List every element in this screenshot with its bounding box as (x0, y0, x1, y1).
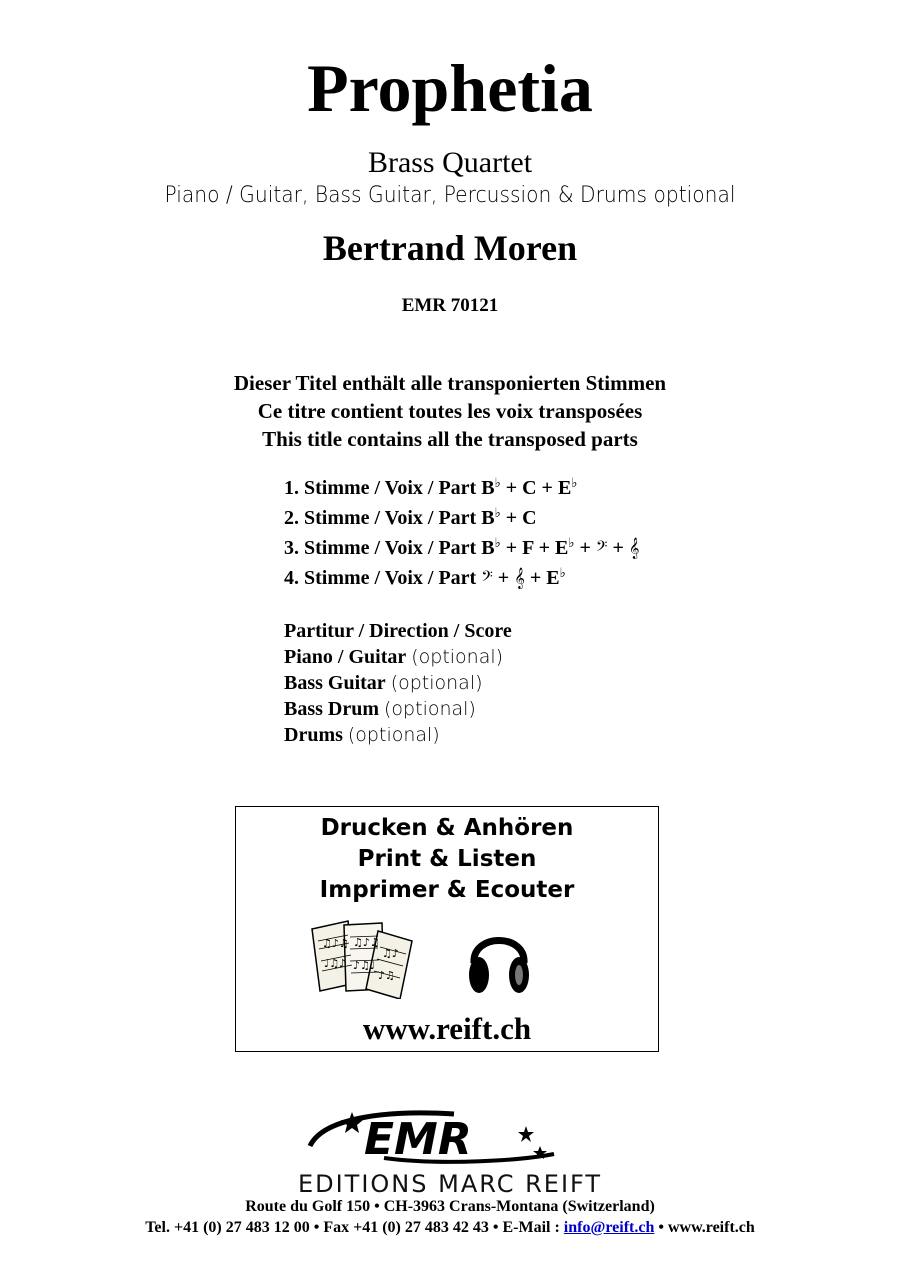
part-keys: B♭ + C + E♭ (481, 476, 578, 499)
sheet-music-icon (308, 919, 420, 999)
treble-clef-icon: 𝄞 (628, 538, 640, 559)
instrumentation: Piano / Guitar, Bass Guitar, Percussion & Drums optional (164, 183, 736, 208)
subtitle: Brass Quartet (367, 146, 533, 179)
website-text[interactable]: • www.reift.ch (654, 1219, 755, 1236)
headphones-icon (466, 919, 532, 999)
promo-line-german: Drucken & Anhören (320, 815, 574, 841)
part-label: 1. Stimme / Voix / Part (284, 477, 477, 499)
svg-text:♫♪♫: ♫♪♫ (353, 936, 380, 949)
svg-text:EMR: EMR (364, 1114, 472, 1165)
list-item: Partitur / Direction / Score (284, 620, 512, 642)
svg-text:♪♫: ♪♫ (378, 969, 395, 982)
bass-clef-icon: 𝄢 (481, 568, 493, 589)
part-label: 2. Stimme / Voix / Part (284, 507, 477, 529)
website-link[interactable]: www.reift.ch (362, 1011, 532, 1046)
part-keys: B♭ + C (481, 506, 537, 529)
publisher-address: Route du Golf 150 • CH-3963 Crans-Montana (Switzerland) (245, 1198, 655, 1215)
part-row (284, 499, 639, 529)
catalog-number: EMR 70121 (401, 295, 499, 316)
publisher-contacts: Tel. +41 (0) 27 483 12 00 • Fax +41 (0) 27 483 42 43 • E-Mail : info@reift.ch • www.reift.ch (145, 1219, 755, 1236)
email-link[interactable]: info@reift.ch (563, 1219, 655, 1236)
notice-french: Ce titre contient toutes les voix transposées (257, 399, 643, 423)
promo-line-english: Print & Listen (357, 846, 537, 872)
additional-parts-list (284, 618, 512, 748)
treble-clef-icon: 𝄞 (514, 568, 525, 589)
bass-clef-icon: 𝄢 (595, 538, 608, 559)
publisher-name: EDITIONS MARC REIFT (297, 1170, 603, 1198)
svg-text:♩♫♪: ♩♫♪ (324, 957, 347, 970)
part-keys: 𝄢 + 𝄞 + E♭ (481, 566, 566, 589)
svg-text:♪♫♩: ♪♫♩ (353, 959, 376, 972)
parts-list (284, 469, 639, 589)
composer-name: Bertrand Moren (322, 228, 578, 268)
print-listen-box[interactable] (235, 806, 659, 1052)
part-row (284, 529, 639, 559)
list-item: Bass Guitar (optional) (284, 672, 483, 694)
notice-english: This title contains all the transposed parts (262, 427, 638, 451)
list-item: Bass Drum (optional) (284, 698, 476, 720)
part-keys: B♭ + F + E♭ + 𝄢 + 𝄞 (481, 536, 640, 559)
promo-line-french: Imprimer & Ecouter (319, 877, 575, 903)
page-title: Prophetia (307, 50, 593, 126)
part-row (284, 559, 639, 589)
part-label: 3. Stimme / Voix / Part (284, 537, 477, 559)
svg-text:♫♪: ♫♪ (382, 947, 399, 960)
list-item: Drums (optional) (284, 724, 440, 746)
list-item: Piano / Guitar (optional) (284, 646, 504, 668)
svg-text:♫♪♫: ♫♪♫ (322, 937, 349, 950)
part-label: 4. Stimme / Voix / Part (284, 567, 477, 589)
publisher-logo (304, 1106, 564, 1168)
notice-german: Dieser Titel enthält alle transponierten Stimmen (233, 371, 667, 395)
part-row (284, 469, 639, 499)
